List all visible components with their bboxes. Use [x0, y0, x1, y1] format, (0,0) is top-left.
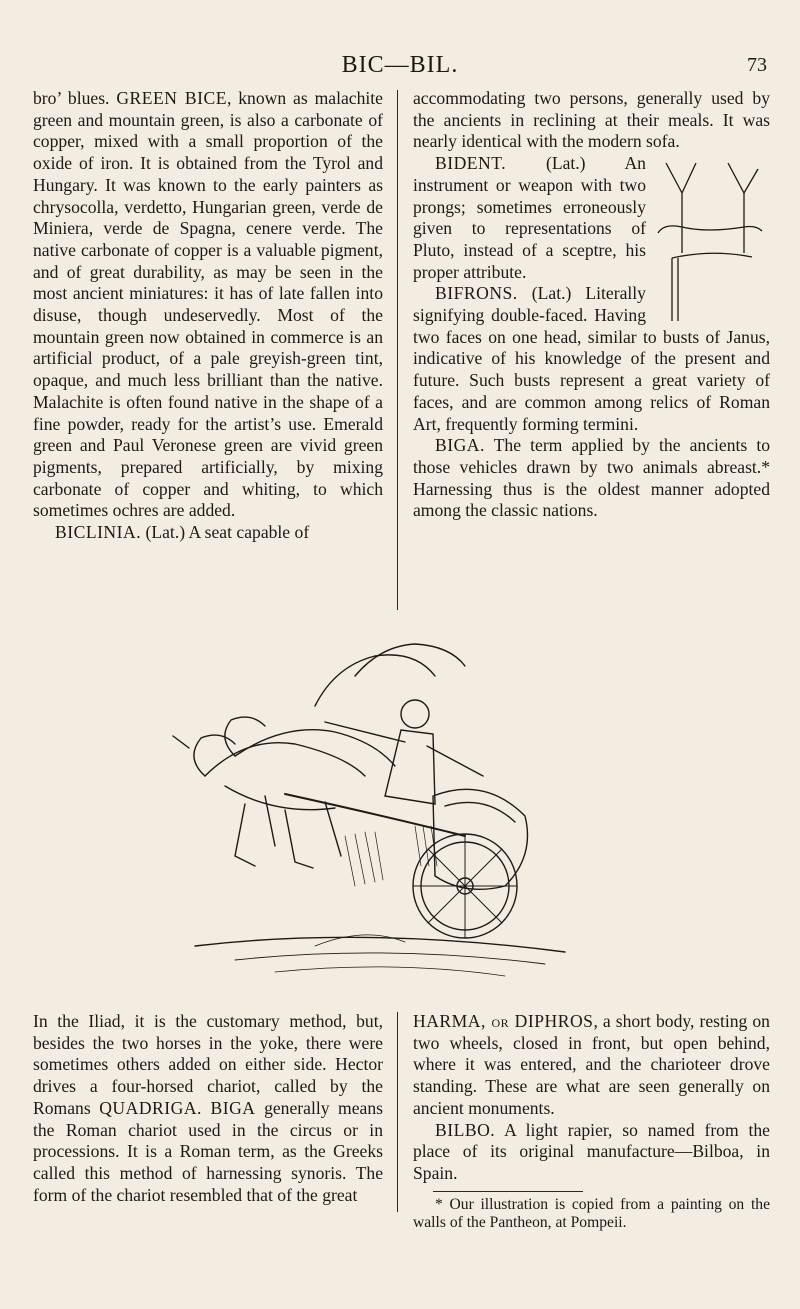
biclinia-lat: (Lat.)	[145, 522, 186, 543]
biga-chariot-illustration	[165, 626, 595, 1006]
biclinia-term: BICLINIA.	[55, 522, 142, 543]
biclinia-entry	[33, 522, 383, 544]
bilbo-entry	[413, 1120, 770, 1185]
footnote: * Our illustration is copied from a painting on the walls of the Pantheon, at Pompeii.	[413, 1195, 770, 1231]
left-column-bottom	[33, 1011, 383, 1206]
bifrons-lat: (Lat.)	[531, 283, 572, 304]
biga-term: BIGA.	[435, 435, 485, 456]
iliad-text-1: In the Iliad, it is the customary method, but, besides the two horses in the yoke, there were sometimes others added on either side. Hector drives a four-horsed chariot, called by the Romans	[33, 1011, 383, 1118]
bifrons-text: Literally signifying double-faced. Having two faces on one head, similar to busts of Janus, indicative of his knowledge of the present and future. Such busts represent a great variety of faces, and are common among relics of Roman Art, frequently forming termini.	[413, 283, 770, 434]
green-bice-term: GREEN BICE	[116, 88, 227, 108]
footnote-rule	[433, 1191, 583, 1192]
right-column-top	[413, 88, 770, 522]
column-divider-bottom	[397, 1012, 398, 1212]
left-column-top	[33, 88, 383, 544]
green-bice-text: , known as malachite green and mountain green, is also a carbonate of copper, mixed with a small proportion of the oxide of iron. It is obtained from the Tyrol and Hungary. It was known to the early painters as chrysocolla, verdetto, Hungarian green, verde de Miniera, verde de Spagna, cenere verde. The native carbonate of copper is a valuable pigment, and of great durability, as may be seen in the most ancient miniatures: it has of late fallen into disuse, though undeservedly. Most of the mountain green now obtained in commerce is an artificial product, of a pale greyish-green tint, opaque, and much less brilliant than the native. Malachite is often found native in the shape of a fine powder, ready for the artist’s use. Emerald green and Paul Veronese green are vivid green pigments, prepared artificially, by mixing carbonate of copper and whiting, to which sometimes ochres are added.	[33, 88, 383, 521]
iliad-paragraph	[33, 1011, 383, 1206]
page-number: 73	[747, 54, 767, 76]
right-column-bottom	[413, 1011, 770, 1232]
bident-illustration	[652, 163, 770, 321]
column-divider-top	[397, 90, 398, 610]
bident-term: BIDENT.	[435, 153, 507, 174]
biclinia-continuation: accommodating two persons, generally used by the ancients in reclining at their meals. It was nearly identical with the modern sofa.	[413, 88, 770, 152]
page-header-title: BIC—BIL.	[341, 52, 459, 78]
harma-term: HARMA, or DIPHROS	[413, 1011, 594, 1031]
quadriga-term: QUADRIGA.	[99, 1097, 202, 1118]
running-head	[0, 52, 800, 82]
biga-entry	[413, 435, 770, 522]
bilbo-text: A light rapier, so named from the place of its original manufacture—Bilboa, in Spain.	[413, 1119, 770, 1183]
biga-text: The term applied by the ancients to those vehicles drawn by two animals abreast.* Harnessing thus is the oldest manner adopted among the classic nations.	[413, 435, 770, 521]
bident-lat: (Lat.)	[545, 153, 586, 174]
iliad-text-2: generally means the Roman chariot used in the circus or in processions. It is a Roman term, as the Greeks called this method of harnessing synoris. The form of the chariot resembled that of the great	[33, 1097, 383, 1205]
harma-text: , a short body, resting on two wheels, closed in front, but open behind, where it was entered, and the charioteer drove standing. These are what are seen generally on ancient monuments.	[413, 1011, 770, 1118]
biclinia-text: A seat capable of	[188, 522, 310, 543]
bifrons-term: BIFRONS.	[435, 283, 518, 304]
harma-paragraph	[413, 1011, 770, 1120]
bident-text: An instrument or weapon with two prongs; sometimes erroneously given to representations of Pluto, instead of a sceptre, his proper attribute.	[413, 153, 646, 282]
green-bice-entry	[33, 88, 383, 522]
biga-word: BIGA	[210, 1097, 256, 1118]
lead-in-text: bro’ blues.	[33, 88, 110, 108]
bilbo-term: BILBO.	[435, 1119, 496, 1140]
